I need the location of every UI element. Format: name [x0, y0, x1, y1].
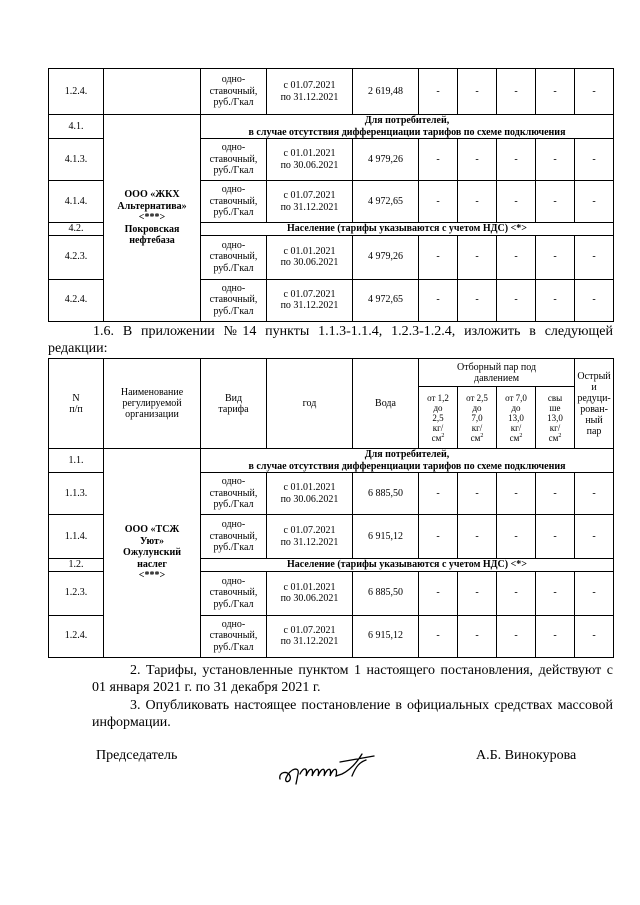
row-number: 1.1.3.	[49, 473, 104, 515]
tariff-type: одно- ставочный, руб./Гкал	[201, 571, 267, 615]
water-value: 4 979,26	[353, 139, 419, 181]
water-value: 4 979,26	[353, 235, 419, 279]
dash-cell: -	[458, 615, 497, 657]
tariff-type: одно- ставочный, руб./Гкал	[201, 235, 267, 279]
row-number: 1.2.4.	[49, 615, 104, 657]
tariff-period: с 01.01.2021 по 30.06.2021	[267, 571, 353, 615]
header-year: год	[267, 359, 353, 449]
dash-cell: -	[497, 181, 536, 223]
dash-cell: -	[419, 615, 458, 657]
header-tariff-type: Вид тарифа	[201, 359, 267, 449]
row-number: 1.1.	[49, 449, 104, 473]
dash-cell: -	[497, 235, 536, 279]
row-number: 1.2.	[49, 559, 104, 572]
paragraph-2-text: 2. Тарифы, установленные пунктом 1 настоящего постановления, действуют с 01 января 2021 г. по 31 декабря 2021 г.	[92, 663, 613, 695]
row-number: 4.1.4.	[49, 181, 104, 223]
dash-cell: -	[497, 473, 536, 515]
row-number: 4.2.3.	[49, 235, 104, 279]
tariff-type: одно- ставочный, руб./Гкал	[201, 139, 267, 181]
water-value: 6 885,50	[353, 571, 419, 615]
row-number: 4.1.3.	[49, 139, 104, 181]
dash-cell: -	[419, 279, 458, 321]
dash-cell: -	[575, 515, 614, 559]
water-value: 6 915,12	[353, 515, 419, 559]
dash-cell: -	[458, 515, 497, 559]
tariff-period: с 01.07.2021 по 31.12.2021	[267, 515, 353, 559]
dash-cell: -	[536, 615, 575, 657]
section-heading: Для потребителей, в случае отсутствия дифференциации тарифов по схеме подключения	[201, 115, 614, 139]
tariff-period: с 01.01.2021 по 30.06.2021	[267, 139, 353, 181]
dash-cell: -	[575, 473, 614, 515]
row-number: 1.2.4.	[49, 69, 104, 115]
dash-cell: -	[536, 279, 575, 321]
tariff-type: одно- ставочный, руб./Гкал	[201, 515, 267, 559]
row-number: 1.1.4.	[49, 515, 104, 559]
tariff-type: одно- ставочный, руб./Гкал	[201, 181, 267, 223]
dash-cell: -	[458, 181, 497, 223]
header-row-number: N п/п	[49, 359, 104, 449]
dash-cell: -	[575, 181, 614, 223]
tariff-type: одно- ставочный, руб./Гкал	[201, 615, 267, 657]
dash-cell: -	[458, 235, 497, 279]
row-number: 4.2.	[49, 223, 104, 236]
table-row	[49, 449, 614, 473]
dash-cell: -	[497, 515, 536, 559]
dash-cell: -	[536, 571, 575, 615]
dash-cell: -	[536, 181, 575, 223]
section-heading: Население (тарифы указываются с учетом НДС) <*>	[201, 559, 614, 572]
tariff-type: одно- ставочный, руб./Гкал	[201, 473, 267, 515]
dash-cell: -	[497, 69, 536, 115]
tariff-type: одно- ставочный, руб./Гкал	[201, 69, 267, 115]
tariff-period: с 01.07.2021 по 31.12.2021	[267, 181, 353, 223]
header-pressure-2: от 2,5 до 7,0 кг/ $см^2$	[458, 387, 497, 449]
row-number: 4.1.	[49, 115, 104, 139]
header-pressure-1: от 1,2 до 2,5 кг/ $см^2$	[419, 387, 458, 449]
dash-cell: -	[575, 571, 614, 615]
paragraph-1-6: 1.6. В приложении №14 пункты 1.1.3-1.1.4, 1.2.3-1.2.4, изложить в следующей редакции:	[48, 324, 613, 356]
dash-cell: -	[419, 181, 458, 223]
water-value: 4 972,65	[353, 279, 419, 321]
tariff-type: одно- ставочный, руб./Гкал	[201, 279, 267, 321]
water-value: 2 619,48	[353, 69, 419, 115]
dash-cell: -	[458, 571, 497, 615]
dash-cell: -	[536, 139, 575, 181]
dash-cell: -	[497, 615, 536, 657]
section-heading: Для потребителей, в случае отсутствия дифференциации тарифов по схеме подключения	[201, 449, 614, 473]
dash-cell: -	[575, 235, 614, 279]
dash-cell: -	[419, 139, 458, 181]
header-pressure-3: от 7,0 до 13,0 кг/ $см^2$	[497, 387, 536, 449]
tariff-period: с 01.07.2021 по 31.12.2021	[267, 69, 353, 115]
header-row	[49, 359, 614, 387]
dash-cell: -	[419, 235, 458, 279]
dash-cell: -	[419, 69, 458, 115]
tariff-period: с 01.01.2021 по 30.06.2021	[267, 235, 353, 279]
dash-cell: -	[536, 515, 575, 559]
water-value: 6 915,12	[353, 615, 419, 657]
dash-cell: -	[575, 279, 614, 321]
header-steam: Отборный пар под давлением	[419, 359, 575, 387]
org-cell-empty	[104, 69, 201, 115]
water-value: 6 885,50	[353, 473, 419, 515]
dash-cell: -	[536, 69, 575, 115]
table-row	[49, 115, 614, 139]
header-water: Вода	[353, 359, 419, 449]
paragraph-3: 3. Опубликовать настоящее постановление в официальных средствах массовой информации.	[92, 698, 613, 730]
tariff-table-continued	[48, 68, 614, 322]
header-organization: Наименование регулируемой организации	[104, 359, 201, 449]
tariff-table-appendix-14	[48, 358, 614, 658]
row-number: 1.2.3.	[49, 571, 104, 615]
dash-cell: -	[497, 571, 536, 615]
dash-cell: -	[497, 279, 536, 321]
signatory-name: А.Б. Винокурова	[476, 748, 577, 763]
dash-cell: -	[575, 615, 614, 657]
dash-cell: -	[458, 69, 497, 115]
header-pressure-4: свы ше 13,0 кг/ $см^2$	[536, 387, 575, 449]
dash-cell: -	[536, 473, 575, 515]
header-sharp-steam: Острый и редуци- рован- ный пар	[575, 359, 614, 449]
dash-cell: -	[458, 473, 497, 515]
dash-cell: -	[497, 139, 536, 181]
dash-cell: -	[536, 235, 575, 279]
dash-cell: -	[419, 515, 458, 559]
dash-cell: -	[575, 139, 614, 181]
tariff-period: с 01.01.2021 по 30.06.2021	[267, 473, 353, 515]
dash-cell: -	[419, 473, 458, 515]
dash-cell: -	[419, 571, 458, 615]
dash-cell: -	[575, 69, 614, 115]
tariff-period: с 01.07.2021 по 31.12.2021	[267, 615, 353, 657]
tariff-period: с 01.07.2021 по 31.12.2021	[267, 279, 353, 321]
table-row	[49, 69, 614, 115]
row-number: 4.2.4.	[49, 279, 104, 321]
water-value: 4 972,65	[353, 181, 419, 223]
section-heading: Население (тарифы указываются с учетом НДС) <*>	[201, 223, 614, 236]
organization-name: ООО «ЖКХ Альтернатива» <***> Покровская нефтебаза	[104, 115, 201, 322]
dash-cell: -	[458, 139, 497, 181]
organization-name: ООО «ТСЖ Уют» Ожулунский наслег <***>	[104, 449, 201, 658]
signatory-position: Председатель	[96, 748, 178, 763]
handwritten-signature	[270, 744, 380, 794]
dash-cell: -	[458, 279, 497, 321]
